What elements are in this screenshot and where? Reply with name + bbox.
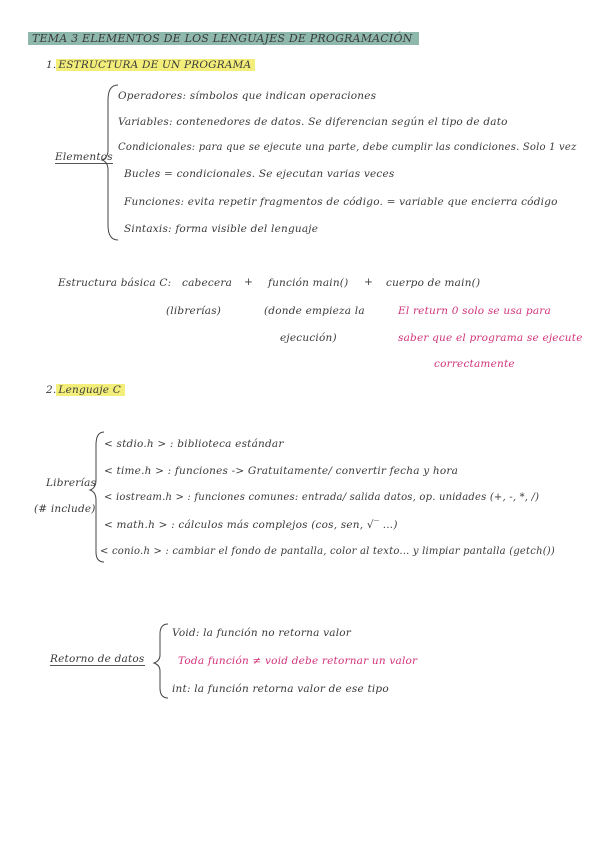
structure-plus: + [364, 276, 373, 288]
main-note: ejecución) [280, 332, 337, 344]
library-item: < stdio.h > : biblioteca estándar [104, 438, 284, 450]
structure-label: Estructura básica C: [58, 277, 172, 289]
structure-funcion-main: función main() [268, 277, 349, 289]
brace-retorno [154, 624, 168, 698]
element-item: Variables: contenedores de datos. Se diferencian según el tipo de dato [118, 116, 508, 128]
brace-librerias [90, 432, 104, 562]
brace-elements [102, 85, 118, 240]
retorno-item: Void: la función no retorna valor [172, 627, 351, 639]
structure-cuerpo: cuerpo de main() [386, 277, 481, 289]
include-label: (# include) [34, 503, 96, 515]
pink-note: saber que el programa se ejecute [398, 332, 583, 344]
element-item: Condicionales: para que se ejecute una parte, debe cumplir las condiciones. Solo 1 vez [118, 142, 577, 153]
retorno-label: Retorno de datos [50, 653, 145, 665]
library-item: < math.h > : cálculos más complejos (cos, sen, √‾ ...) [104, 519, 398, 531]
section-1-heading: 1. ESTRUCTURA DE UN PROGRAMA [46, 59, 255, 71]
pink-note: El return 0 solo se usa para [398, 305, 551, 317]
structure-cabecera: cabecera [182, 277, 233, 289]
pink-note: correctamente [434, 358, 515, 370]
element-item: Bucles = condicionales. Se ejecutan varias veces [124, 168, 395, 180]
structure-plus: + [244, 276, 253, 288]
element-item: Sintaxis: forma visible del lenguaje [124, 223, 319, 235]
retorno-item-pink: Toda función ≠ void debe retornar un valor [178, 655, 418, 667]
page-title: TEMA 3 ELEMENTOS DE LOS LENGUAJES DE PROGRAMACIÓN [28, 32, 419, 45]
library-item: < conio.h > : cambiar el fondo de pantalla, color al texto... y limpiar pantalla (getch()) [100, 546, 556, 557]
element-item: Funciones: evita repetir fragmentos de código. = variable que encierra código [124, 196, 558, 208]
elementos-label: Elementos [55, 151, 113, 163]
main-note: (donde empieza la [264, 305, 365, 317]
librerias-label: Librerías [46, 477, 97, 489]
section-2-heading: 2. Lenguaje C [46, 384, 125, 396]
retorno-item: int: la función retorna valor de ese tipo [172, 683, 389, 695]
library-item: < iostream.h > : funciones comunes: entrada/ salida datos, op. unidades (+, -, *, /) [104, 492, 540, 503]
library-item: < time.h > : funciones -> Gratuitamente/ convertir fecha y hora [104, 465, 459, 477]
element-item: Operadores: símbolos que indican operaciones [118, 90, 377, 102]
librerias-note: (librerías) [166, 305, 222, 317]
